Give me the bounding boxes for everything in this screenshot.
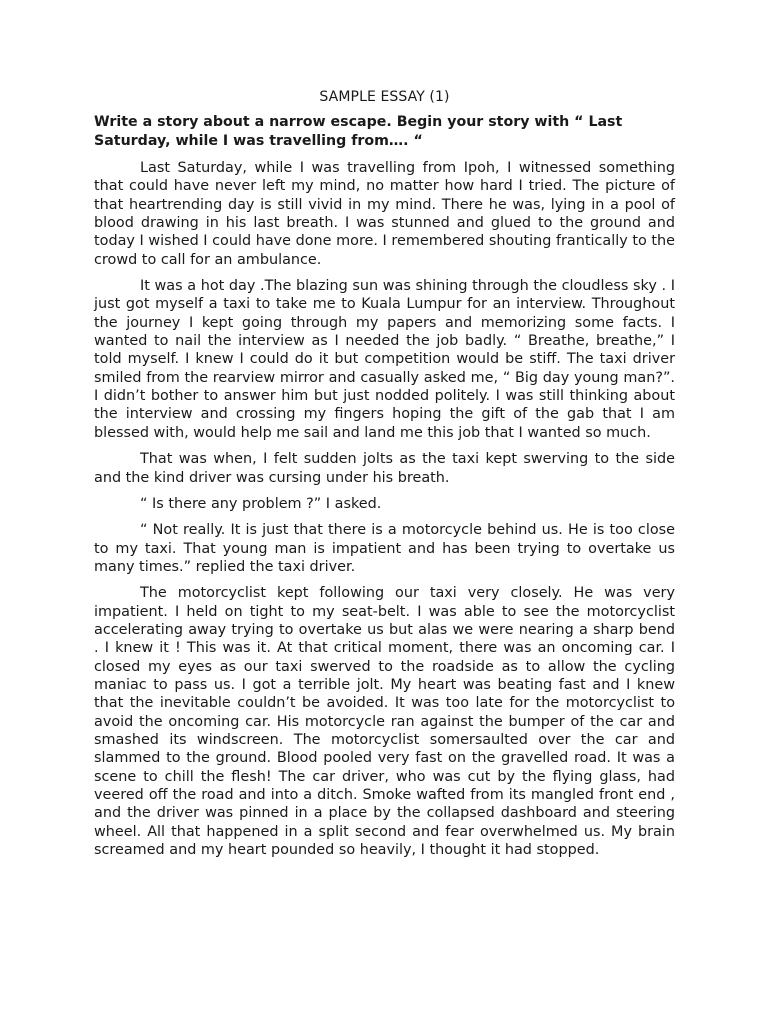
essay-paragraph-4: “ Is there any problem ?” I asked. — [140, 495, 382, 512]
essay-paragraph-1: Last Saturday, while I was travelling from Ipoh, I witnessed something that could have never left my mind, no matter how hard I tried. The picture of that heartrending day is still vivid in my mind. There he was, lying in a pool of blood drawing in his last breath. I was stunned and glued to the ground and today I wished I could have done more. I remembered shouting frantically to the crowd to call for an ambulance. — [94, 160, 675, 268]
essay-paragraph-3: That was when, I felt sudden jolts as the taxi kept swerving to the side and the kind driver was cursing under his breath. — [94, 451, 675, 486]
essay-paragraph-2: It was a hot day .The blazing sun was shining through the cloudless sky . I just got myself a taxi to take me to Kuala Lumpur for an interview. Throughout the journey I kept going through my papers and memorizing some facts. I wanted to nail the interview as I needed the job badly. “ Breathe, breathe,” I told myself. I knew I could do it but competition would be stiff. The taxi driver smiled from the rearview mirror and casually asked me, “ Big day young man?”. I didn’t bother to answer him but just nodded politely. I was still thinking about the interview and crossing my fingers hoping the gift of the gab that I am blessed with, would help me sail and land me this job that I wanted so much. — [94, 278, 675, 441]
essay-paragraph-6: The motorcyclist kept following our taxi very closely. He was very impatient. I held on tight to my seat-belt. I was able to see the motorcyclist accelerating away trying to overtake us but alas we were nearing a sharp bend . I knew it ! This was it. At that critical moment, there was an oncoming car. I closed my eyes as our taxi swerved to the roadside as to allow the cycling maniac to pass us. I got a terrible jolt. My heart was beating fast and I knew that the inevitable couldn’t be avoided. It was too late for the motorcyclist to avoid the oncoming car. His motorcycle ran against the bumper of the car and smashed its windscreen. The motorcyclist somersaulted over the car and slammed to the ground. Blood pooled very fast on the gravelled road. It was a scene to chill the flesh! The car driver, who was cut by the flying glass, had veered off the road and into a ditch. Smoke wafted from its mangled front end , and the driver was pinned in a place by the collapsed dashboard and steering wheel. All that happened in a split second and fear overwhelmed us. My brain screamed and my heart pounded so heavily, I thought it had stopped. — [94, 585, 675, 859]
document-page — [94, 88, 675, 867]
essay-prompt: Write a story about a narrow escape. Begin your story with “ Last Saturday, while I was travelling from…. “ — [94, 114, 623, 149]
essay-paragraph-5: “ Not really. It is just that there is a motorcycle behind us. He is too close to my taxi. That young man is impatient and has been trying to overtake us many times.” replied the taxi driver. — [94, 522, 675, 575]
essay-title: SAMPLE ESSAY (1) — [319, 89, 450, 105]
